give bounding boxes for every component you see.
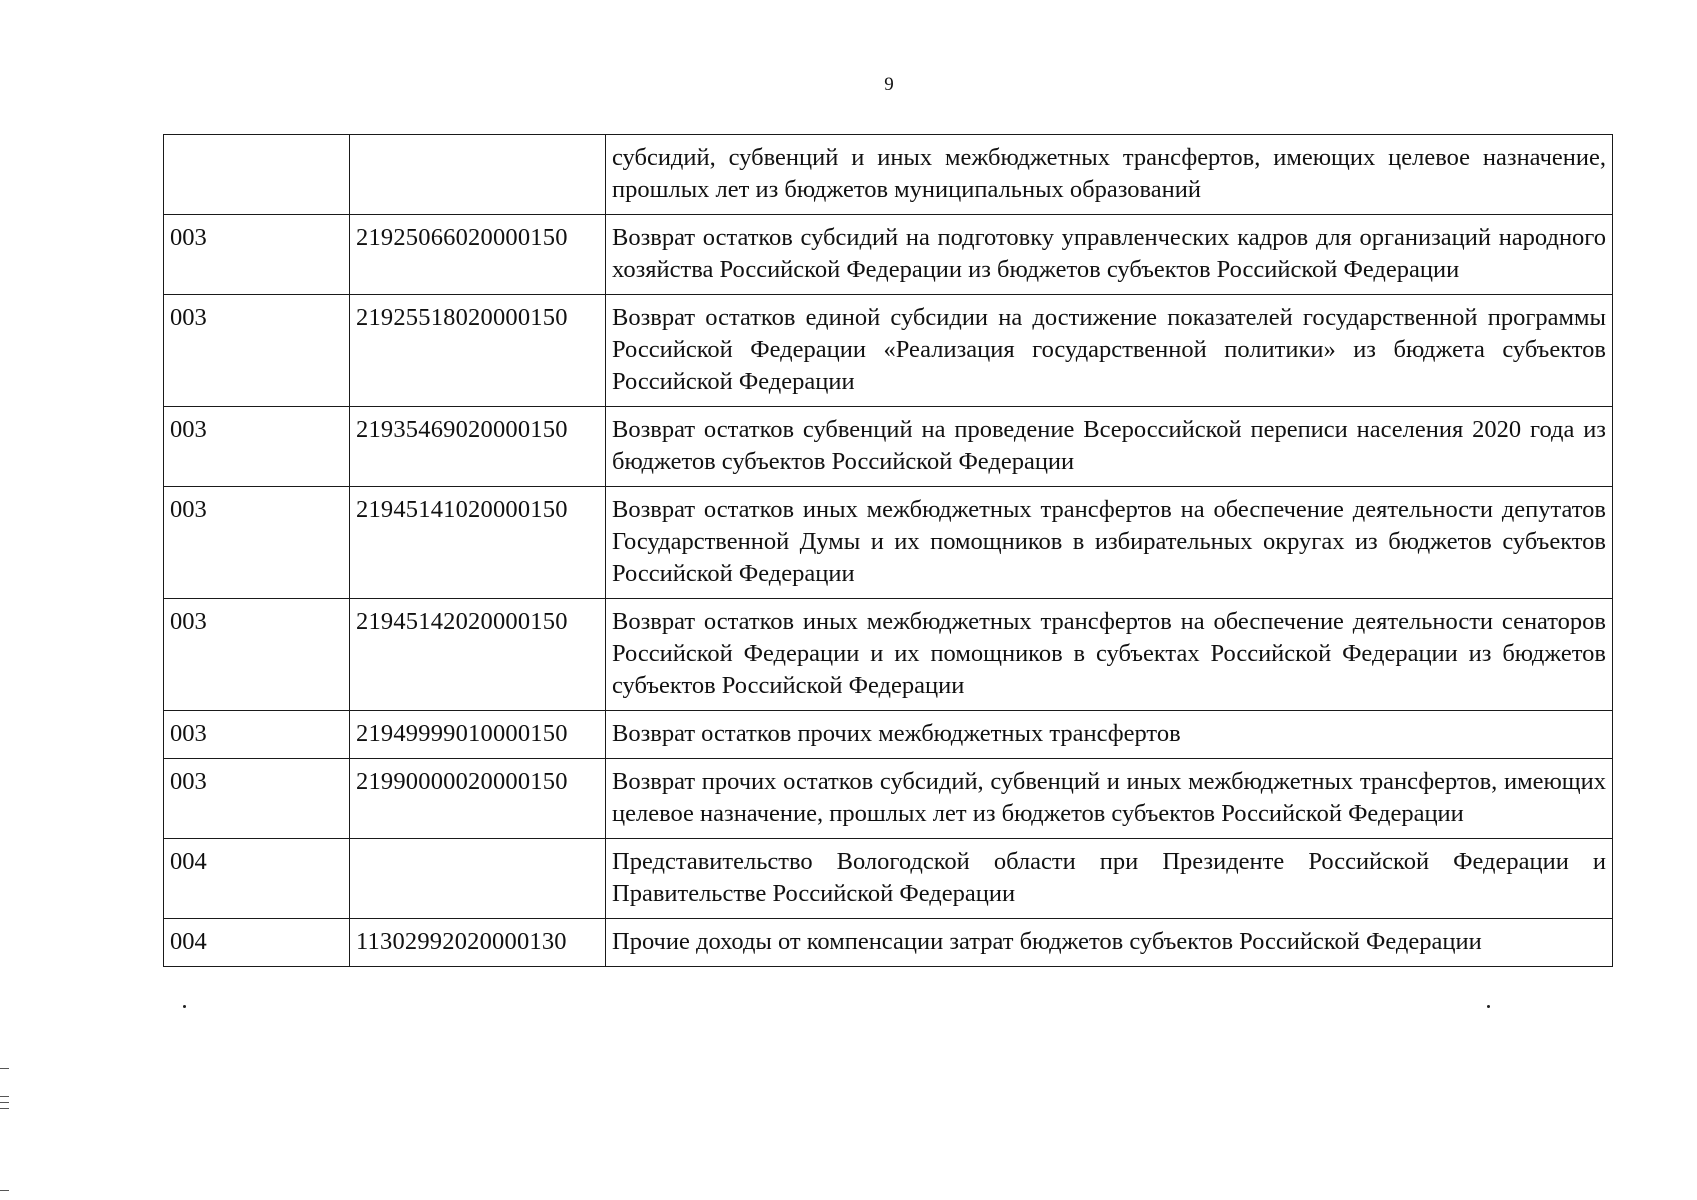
description-cell: Возврат остатков субвенций на проведение Всероссийской переписи населения 2020 года из бюджетов субъектов Российской Федерации [606,407,1613,487]
description-cell: Возврат остатков прочих межбюджетных трансфертов [606,711,1613,759]
budget-code-cell: 21945141020000150 [350,487,606,599]
table-row [164,711,1613,759]
description-cell: Возврат остатков субсидий на подготовку управленческих кадров для организаций народного хозяйства Российской Федерации из бюджетов субъектов Российской Федерации [606,215,1613,295]
scan-mark [0,1190,9,1191]
admin-code-cell: 003 [164,599,350,711]
table-row [164,215,1613,295]
table-row [164,919,1613,967]
description-cell: Возврат остатков единой субсидии на достижение показателей государственной программы Российской Федерации «Реализация государственной политики» из бюджета субъектов Российской Федерации [606,295,1613,407]
table-row [164,407,1613,487]
admin-code-cell: 004 [164,839,350,919]
table-row [164,295,1613,407]
admin-code-cell [164,135,350,215]
table-row [164,487,1613,599]
budget-code-cell: 21935469020000150 [350,407,606,487]
budget-code-cell: 21945142020000150 [350,599,606,711]
scan-mark [0,1108,9,1109]
budget-code-cell: 21990000020000150 [350,759,606,839]
admin-code-cell: 003 [164,215,350,295]
admin-code-cell: 003 [164,759,350,839]
table-row [164,135,1613,215]
budget-code-cell: 21949999010000150 [350,711,606,759]
table-row [164,599,1613,711]
table-row [164,759,1613,839]
admin-code-cell: 003 [164,295,350,407]
description-cell: Возврат остатков иных межбюджетных трансфертов на обеспечение деятельности депутатов Государственной Думы и их помощников в избирательных округах из бюджетов субъектов Российской Федерации [606,487,1613,599]
budget-codes-table [163,134,1613,967]
scan-dot [183,1005,186,1008]
admin-code-cell: 003 [164,487,350,599]
table-row [164,839,1613,919]
scan-mark [0,1102,9,1103]
scan-mark [0,1068,9,1069]
budget-code-cell [350,135,606,215]
budget-code-cell [350,839,606,919]
budget-code-cell: 11302992020000130 [350,919,606,967]
scan-mark [0,1096,9,1097]
description-cell: субсидий, субвенций и иных межбюджетных трансфертов, имеющих целевое назначение, прошлых лет из бюджетов муниципальных образований [606,135,1613,215]
scan-dot [1487,1005,1490,1008]
budget-code-cell: 21925066020000150 [350,215,606,295]
admin-code-cell: 003 [164,711,350,759]
admin-code-cell: 003 [164,407,350,487]
description-cell: Прочие доходы от компенсации затрат бюджетов субъектов Российской Федерации [606,919,1613,967]
page-number: 9 [884,74,894,95]
description-cell: Возврат остатков иных межбюджетных трансфертов на обеспечение деятельности сенаторов Российской Федерации и их помощников в субъектах Российской Федерации из бюджетов субъектов Российской Федерации [606,599,1613,711]
budget-code-cell: 21925518020000150 [350,295,606,407]
description-cell: Возврат прочих остатков субсидий, субвенций и иных межбюджетных трансфертов, имеющих целевое назначение, прошлых лет из бюджетов субъектов Российской Федерации [606,759,1613,839]
admin-code-cell: 004 [164,919,350,967]
description-cell: Представительство Вологодской области при Президенте Российской Федерации и Правительстве Российской Федерации [606,839,1613,919]
